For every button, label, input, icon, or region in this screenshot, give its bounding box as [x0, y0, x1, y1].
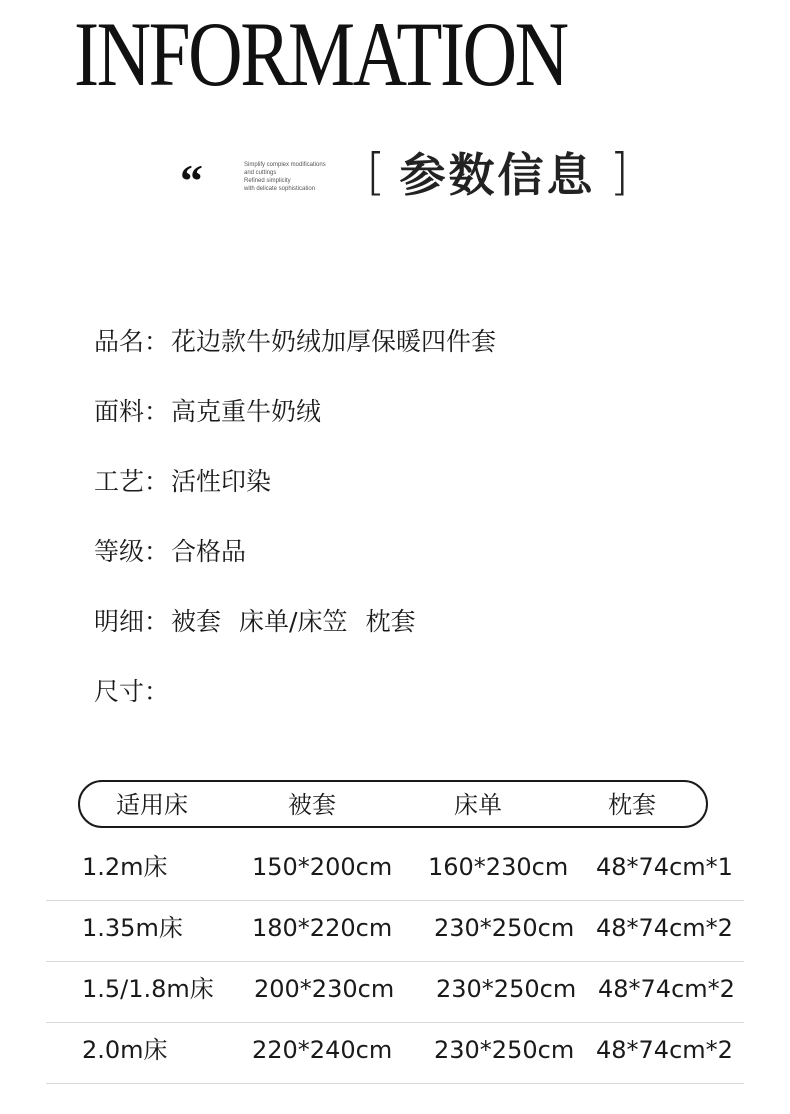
cell-sheet: 230*250cm	[434, 1036, 575, 1064]
cell-duvet: 150*200cm	[252, 853, 393, 881]
section-heading	[366, 136, 629, 208]
cell-sheet: 230*250cm	[436, 975, 577, 1003]
table-row	[46, 901, 744, 962]
header-sheet: 床单	[454, 791, 502, 819]
spec-row-craft	[94, 462, 496, 532]
tagline-line: with delicate sophistication	[244, 186, 316, 192]
bracket-close: ]	[609, 143, 630, 201]
bracket-open: [	[366, 143, 386, 201]
spec-value: 活性印染	[171, 467, 272, 496]
spec-row-fabric	[94, 392, 496, 462]
spec-row-product-name	[94, 322, 496, 392]
spec-row-grade	[94, 532, 496, 602]
tagline	[244, 161, 354, 193]
cell-duvet: 200*230cm	[254, 975, 395, 1003]
spec-value	[171, 602, 415, 642]
spec-row-size	[94, 672, 496, 742]
detail-item: 枕套	[365, 607, 416, 636]
cell-duvet: 180*220cm	[252, 914, 393, 942]
cell-bed: 1.5/1.8m床	[82, 975, 214, 1003]
spec-row-details	[94, 602, 496, 672]
header-duvet: 被套	[288, 791, 336, 819]
cell-pillowcase: 48*74cm*2	[596, 914, 733, 942]
tagline-line: Simplify complex modifications	[244, 162, 326, 168]
cell-bed: 2.0m床	[82, 1036, 168, 1064]
tagline-line: and cuttings	[244, 170, 277, 176]
table-row	[46, 1023, 744, 1084]
table-row	[46, 840, 744, 901]
spec-value: 高克重牛奶绒	[171, 397, 322, 426]
detail-item: 被套	[171, 607, 222, 636]
cell-bed: 1.2m床	[82, 853, 168, 881]
spec-label: 面料：	[94, 397, 170, 426]
spec-label: 尺寸：	[94, 677, 170, 706]
spec-list	[94, 322, 496, 742]
size-table-header	[78, 780, 708, 828]
header-pillowcase: 枕套	[608, 791, 656, 819]
cell-sheet: 160*230cm	[428, 853, 569, 881]
cell-pillowcase: 48*74cm*2	[598, 975, 735, 1003]
spec-value: 合格品	[171, 537, 247, 566]
spec-label: 等级：	[94, 537, 170, 566]
cell-pillowcase: 48*74cm*2	[596, 1036, 733, 1064]
spec-value: 花边款牛奶绒加厚保暖四件套	[171, 327, 497, 356]
cell-bed: 1.35m床	[82, 914, 183, 942]
cell-sheet: 230*250cm	[434, 914, 575, 942]
tagline-line: Refined simplicity	[244, 178, 291, 184]
cell-duvet: 220*240cm	[252, 1036, 393, 1064]
quote-icon: “	[180, 155, 203, 206]
table-row	[46, 962, 744, 1023]
section-title: 参数信息	[399, 148, 596, 202]
cell-pillowcase: 48*74cm*1	[596, 853, 733, 881]
spec-label: 品名：	[94, 327, 170, 356]
page-title: INFORMATION	[74, 3, 567, 105]
spec-label: 明细：	[94, 607, 170, 636]
spec-label: 工艺：	[94, 467, 170, 496]
detail-item: 床单/床笠	[239, 607, 348, 636]
header-bed: 适用床	[116, 791, 188, 819]
size-table	[46, 840, 744, 1084]
